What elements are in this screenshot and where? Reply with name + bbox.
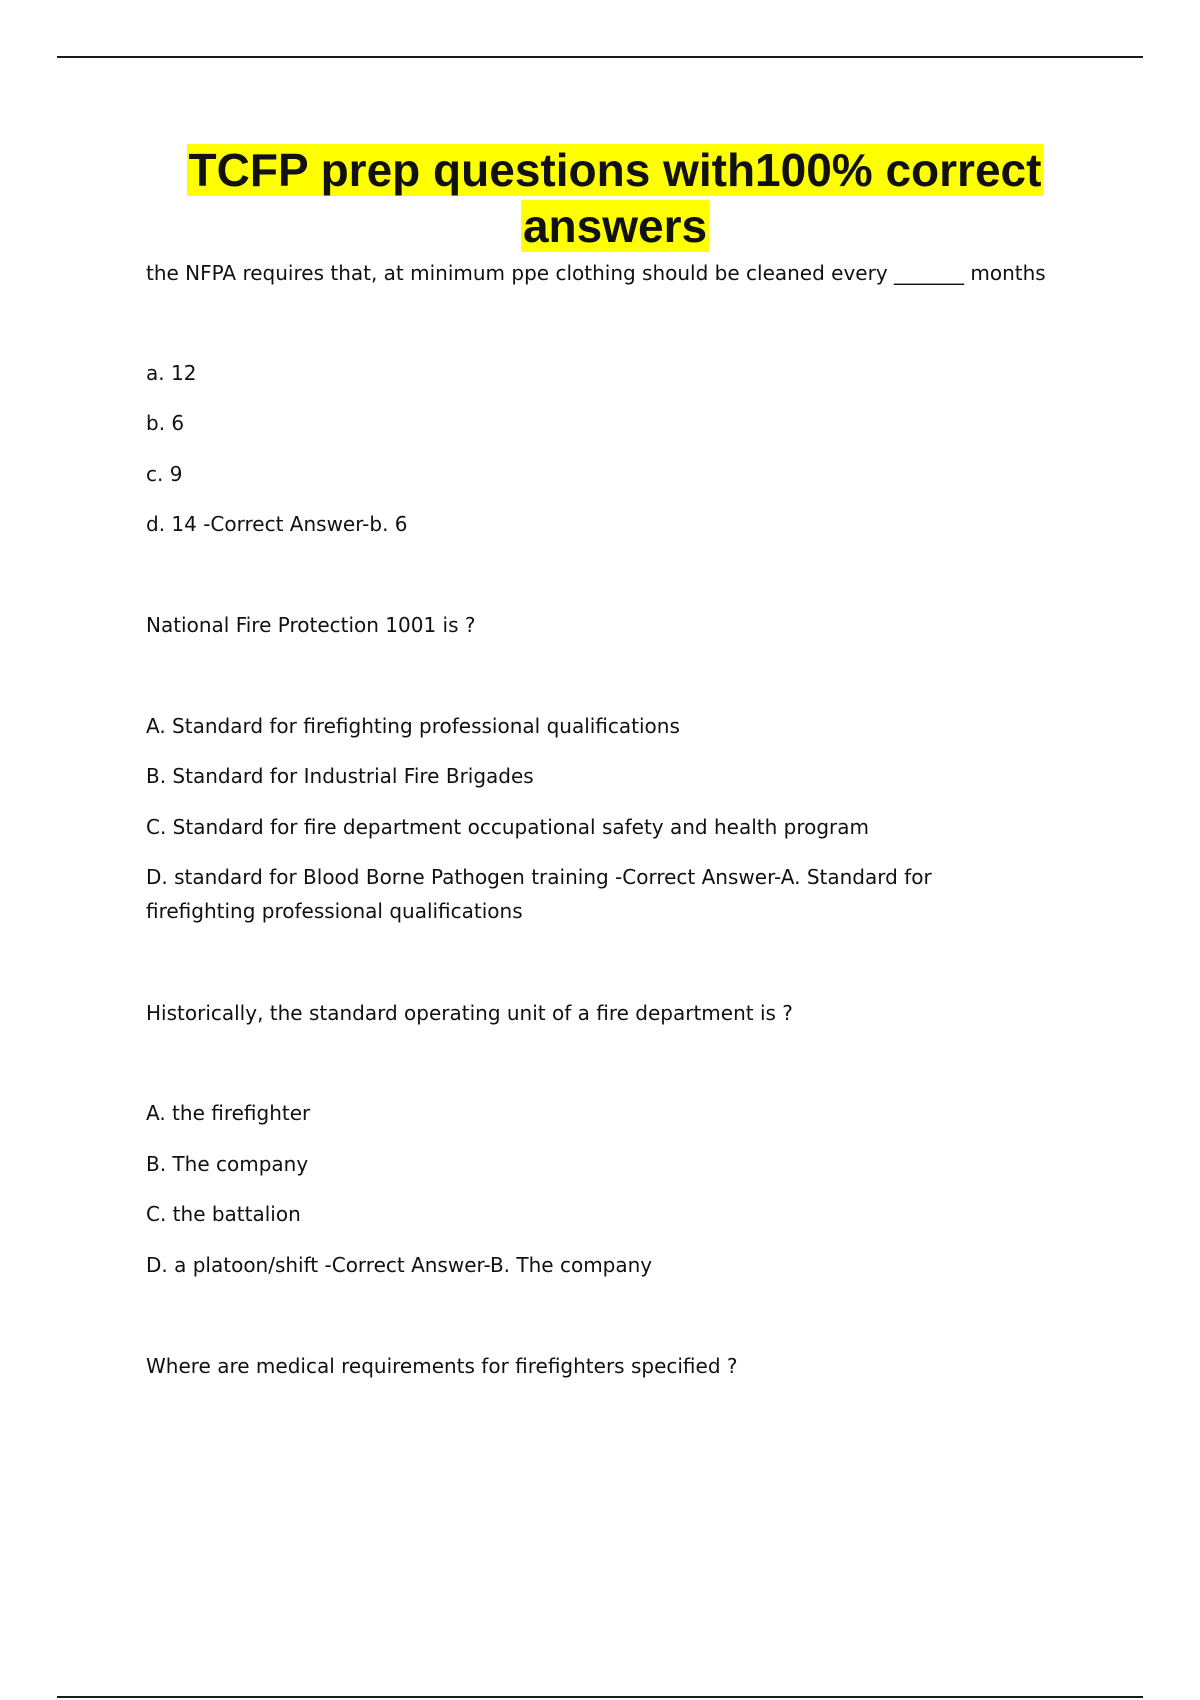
answer-option: b. 6 (146, 411, 185, 435)
answer-option: c. 9 (146, 462, 183, 486)
question-prompt: Where are medical requirements for firefighters specified ? (146, 1354, 738, 1378)
answer-option: B. Standard for Industrial Fire Brigades (146, 764, 534, 788)
question-prompt: the NFPA requires that, at minimum ppe clothing should be cleaned every _______ months (146, 261, 1046, 285)
top-divider (57, 56, 1143, 58)
answer-option: B. The company (146, 1152, 309, 1176)
answer-option-with-correct-answer: D. a platoon/shift -Correct Answer-B. The company (146, 1253, 653, 1277)
answer-option-with-correct-answer: d. 14 -Correct Answer-b. 6 (146, 512, 408, 536)
title-highlight: TCFP prep questions with100% correct answers (188, 144, 1042, 252)
answer-option-with-correct-answer: D. standard for Blood Borne Pathogen training -Correct Answer-A. Standard for firefighting professional qualifications (146, 865, 932, 923)
answer-option: C. Standard for fire department occupational safety and health program (146, 815, 870, 839)
answer-option: A. the firefighter (146, 1101, 311, 1125)
question-prompt: National Fire Protection 1001 is ? (146, 613, 476, 637)
answer-option: A. Standard for firefighting professional qualifications (146, 714, 680, 738)
document-title (140, 142, 1090, 254)
answer-option: a. 12 (146, 361, 197, 385)
answer-option: C. the battalion (146, 1202, 301, 1226)
question-prompt: Historically, the standard operating unit of a fire department is ? (146, 1001, 793, 1025)
bottom-divider (57, 1696, 1143, 1698)
